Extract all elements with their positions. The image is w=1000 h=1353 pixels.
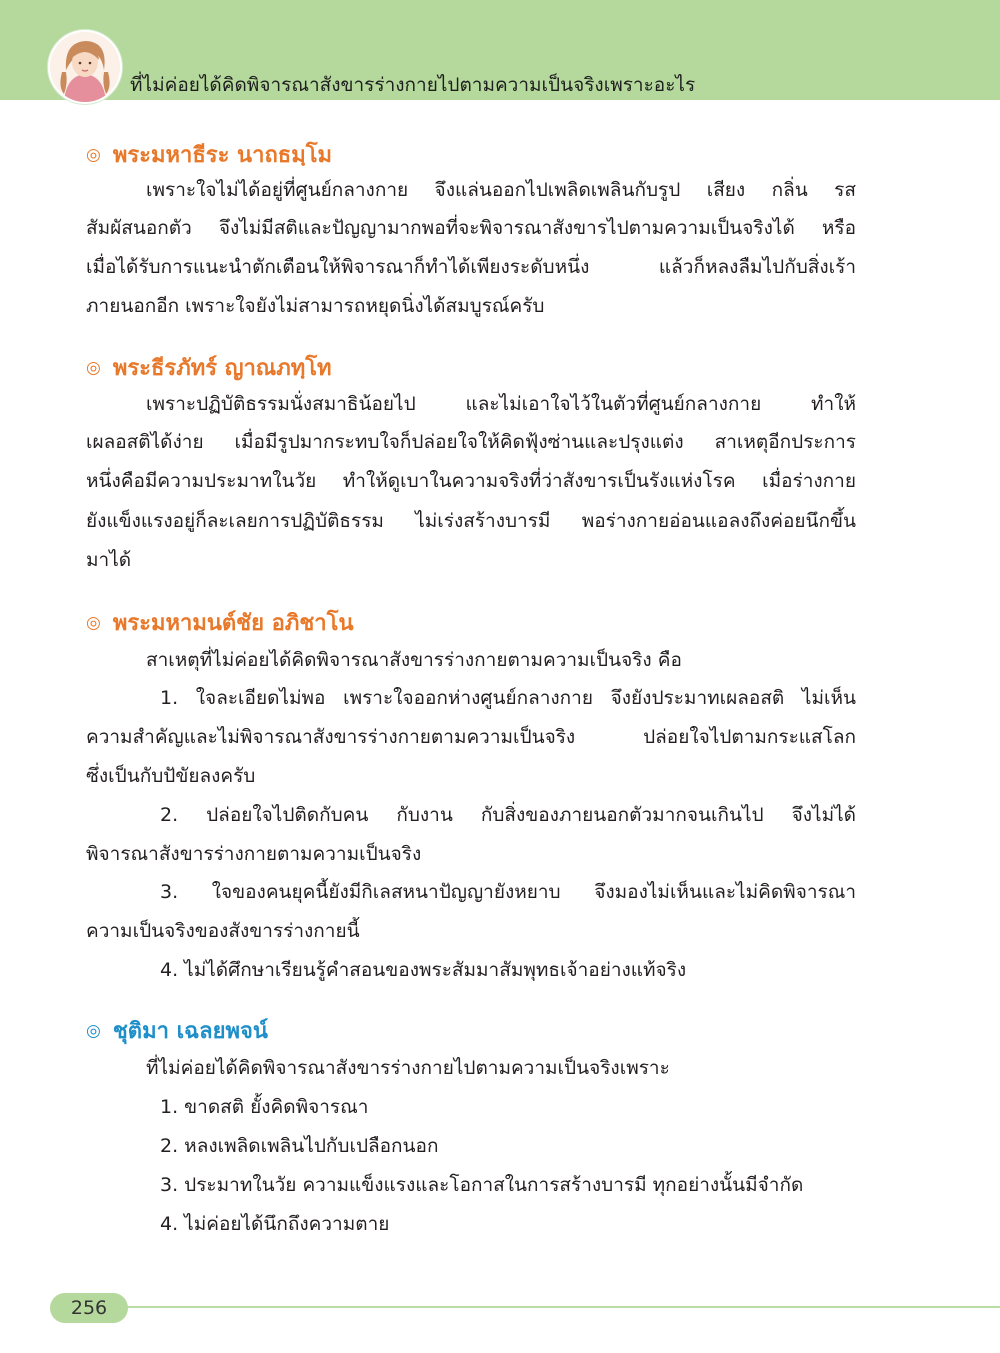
paragraph-line: สาเหตุที่ไม่ค่อยได้คิดพิจารณาสังขารร่างกายตามความเป็นจริง คือ xyxy=(146,649,682,671)
list-item: 3. ประมาทในวัย ความแข็งแรงและโอกาสในการสร้างบารมี ทุกอย่างนั้นมีจำกัด xyxy=(160,1174,804,1196)
list-item: 2. ปล่อยใจไปติดกับคน กับงาน กับสิ่งของภายนอกตัวมากจนเกินไป จึงไม่ได้ xyxy=(160,804,856,826)
list-item: 1. ใจละเอียดไม่พอ เพราะใจออกห่างศูนย์กลางกาย จึงยังประมาทเผลอสติ ไม่เห็น xyxy=(160,687,856,709)
section-title xyxy=(86,350,332,385)
paragraph-line: เพราะปฏิบัติธรรมนั่งสมาธิน้อยไป และไม่เอาใจไว้ในตัวที่ศูนย์กลางกาย ทำให้ xyxy=(146,393,856,415)
avatar xyxy=(48,30,122,104)
paragraph-line: ความสำคัญและไม่พิจารณาสังขารร่างกายตามความเป็นจริง ปล่อยใจไปตามกระแสโลก xyxy=(86,726,856,748)
list-item: 1. ขาดสติ ยั้งคิดพิจารณา xyxy=(160,1096,369,1118)
paragraph-line: เผลอสติได้ง่าย เมื่อมีรูปมากระทบใจก็ปล่อยใจให้คิดฟุ้งซ่านและปรุงแต่ง สาเหตุอีกประการ xyxy=(86,431,856,453)
section-title-text: ชุติมา เฉลยพจน์ xyxy=(112,1019,268,1044)
header-title: ที่ไม่ค่อยได้คิดพิจารณาสังขารร่างกายไปตามความเป็นจริงเพราะอะไร xyxy=(130,74,696,96)
paragraph-line: เมื่อได้รับการแนะนำตักเตือนให้พิจารณาก็ทำได้เพียงระดับหนึ่ง แล้วก็หลงลืมไปกับสิ่งเร้า xyxy=(86,256,856,278)
paragraph-line: พิจารณาสังขารร่างกายตามความเป็นจริง xyxy=(86,843,422,865)
paragraph-line: ที่ไม่ค่อยได้คิดพิจารณาสังขารร่างกายไปตามความเป็นจริงเพราะ xyxy=(146,1057,670,1079)
bullet-icon: ◎ xyxy=(86,145,101,165)
paragraph-line: ความเป็นจริงของสังขารร่างกายนี้ xyxy=(86,920,360,942)
section-title xyxy=(86,137,332,172)
paragraph-line: เพราะใจไม่ได้อยู่ที่ศูนย์กลางกาย จึงแล่นออกไปเพลิดเพลินกับรูป เสียง กลิ่น รส xyxy=(146,179,856,201)
section-title-text: พระมหามนต์ชัย อภิชาโน xyxy=(112,611,354,636)
list-item: 4. ไม่ค่อยได้นึกถึงความตาย xyxy=(160,1213,390,1235)
section-title-text: พระธีรภัทร์ ญาณภทฺโท xyxy=(112,356,332,381)
paragraph-line: หนึ่งคือมีความประมาทในวัย ทำให้ดูเบาในความจริงที่ว่าสังขารเป็นรังแห่งโรค เมื่อร่างกาย xyxy=(86,470,856,492)
paragraph-line: ยังแข็งแรงอยู่ก็ละเลยการปฏิบัติธรรม ไม่เร่งสร้างบารมี พอร่างกายอ่อนแอลงถึงค่อยนึกขึ้น xyxy=(86,510,856,532)
woman-portrait-icon xyxy=(50,32,120,102)
list-item: 4. ไม่ได้ศึกษาเรียนรู้คำสอนของพระสัมมาสัมพุทธเจ้าอย่างแท้จริง xyxy=(160,959,687,981)
bullet-icon: ◎ xyxy=(86,358,101,378)
bullet-icon: ◎ xyxy=(86,1021,101,1041)
bullet-icon: ◎ xyxy=(86,613,101,633)
list-item: 3. ใจของคนยุคนี้ยังมีกิเลสหนาปัญญายังหยาบ จึงมองไม่เห็นและไม่คิดพิจารณา xyxy=(160,881,856,903)
footer-divider xyxy=(120,1306,1000,1308)
list-item: 2. หลงเพลิดเพลินไปกับเปลือกนอก xyxy=(160,1135,439,1157)
paragraph-line: มาได้ xyxy=(86,549,132,571)
page-number: 256 xyxy=(50,1293,128,1323)
section-title-text: พระมหาธีระ นาถธมฺโม xyxy=(112,143,333,168)
section-title xyxy=(86,605,354,640)
section-title xyxy=(86,1013,268,1048)
paragraph-line: ซึ่งเป็นกับปัขัยลงครับ xyxy=(86,765,256,787)
paragraph-line: สัมผัสนอกตัว จึงไม่มีสติและปัญญามากพอที่จะพิจารณาสังขารไปตามความเป็นจริงได้ หรือ xyxy=(86,217,856,239)
paragraph-line: ภายนอกอีก เพราะใจยังไม่สามารถหยุดนิ่งได้สมบูรณ์ครับ xyxy=(86,295,545,317)
